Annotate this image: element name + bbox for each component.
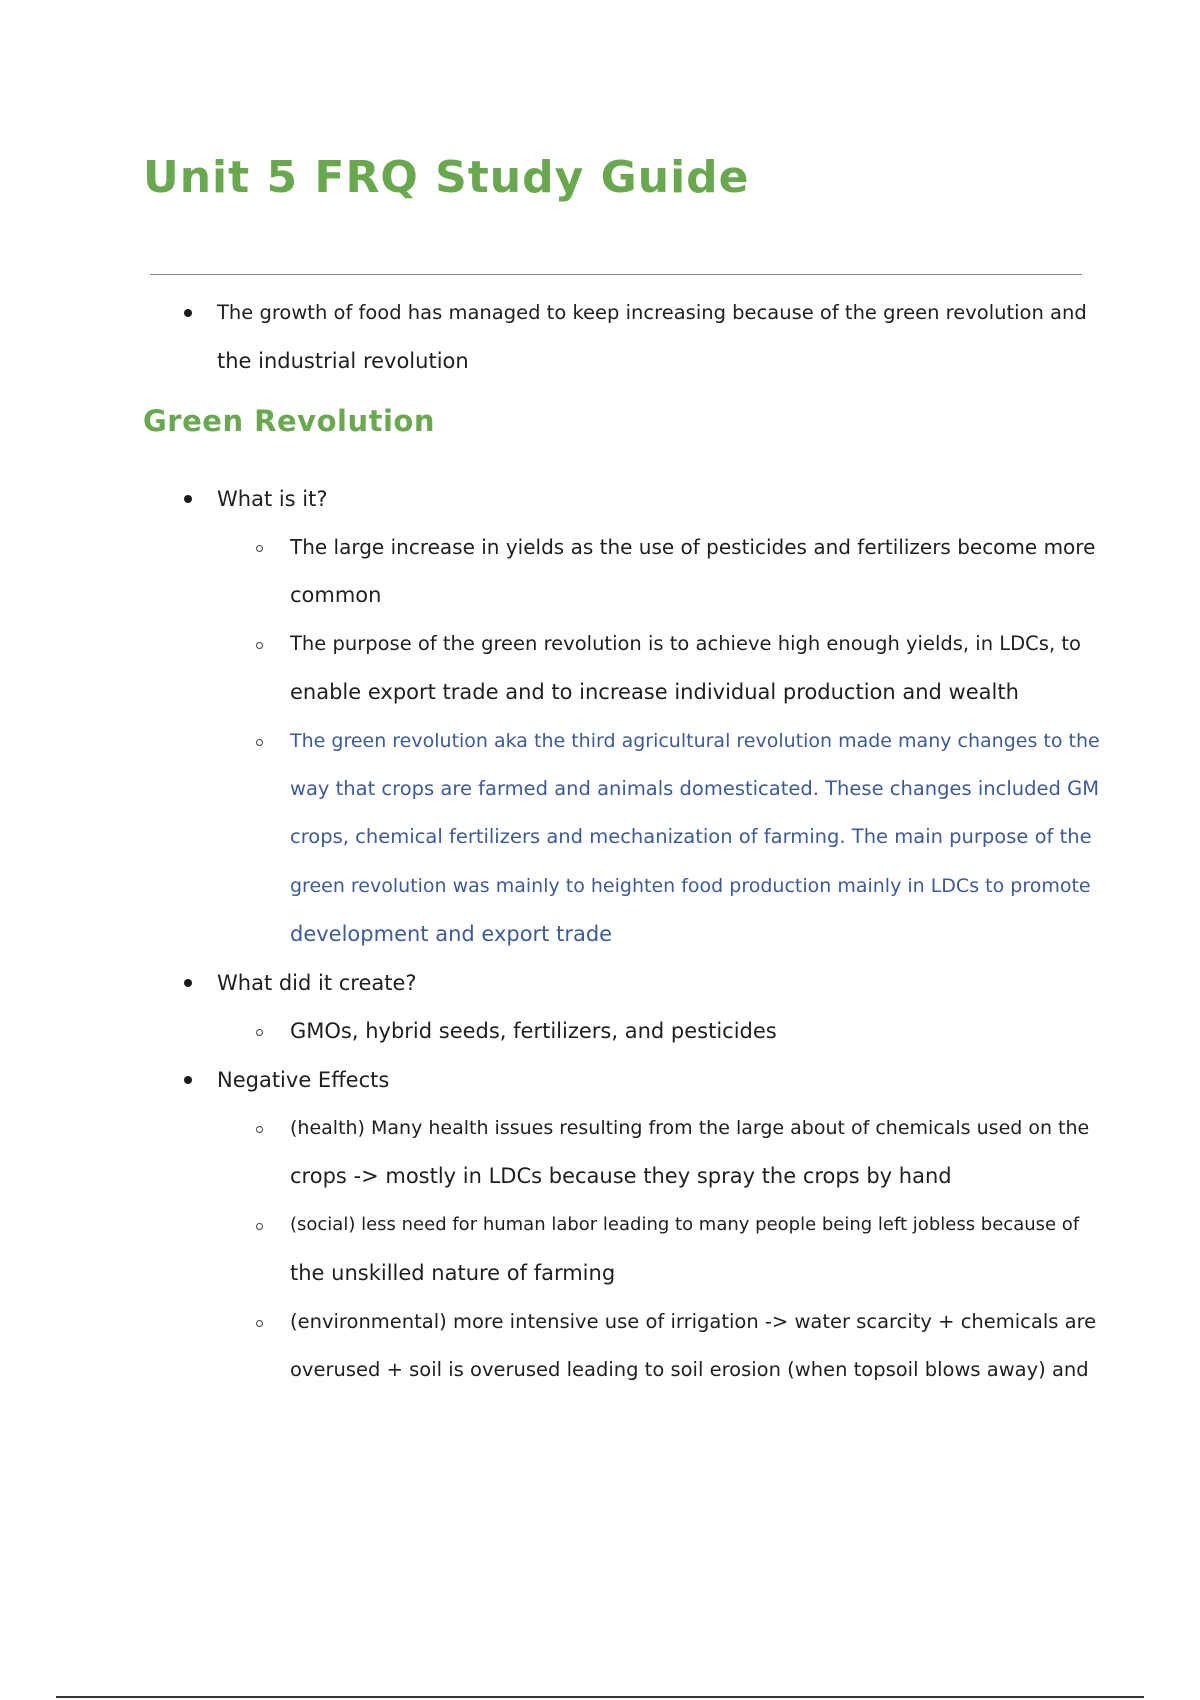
- sub-bullet-icon: [256, 642, 263, 649]
- bullet-icon: [184, 979, 192, 987]
- intro-line-1: The growth of food has managed to keep increasing because of the green revolution and: [217, 301, 1087, 324]
- sub-bullet-icon: [256, 1126, 263, 1133]
- sub-bullet-icon: [256, 739, 263, 746]
- negative-effects-item1-line1: (health) Many health issues resulting from the large about of chemicals used on the: [290, 1117, 1090, 1139]
- negative-effects-item2-line2: the unskilled nature of farming: [290, 1261, 616, 1285]
- sub-bullet-icon: [256, 545, 263, 552]
- section-heading: Green Revolution: [143, 404, 435, 438]
- what-did-it-create-item1: GMOs, hybrid seeds, fertilizers, and pesticides: [290, 1019, 777, 1043]
- what-is-it-item1-line1: The large increase in yields as the use of pesticides and fertilizers become more: [290, 535, 1096, 559]
- sub-bullet-icon: [256, 1320, 263, 1327]
- what-is-it-item2-line1: The purpose of the green revolution is to achieve high enough yields, in LDCs, to: [290, 632, 1081, 655]
- negative-effects-item2-line1: (social) less need for human labor leading to many people being left jobless because of: [290, 1214, 1080, 1235]
- negative-effects-label: Negative Effects: [217, 1068, 390, 1092]
- what-is-it-item2-line2: enable export trade and to increase individual production and wealth: [290, 680, 1019, 704]
- sub-bullet-icon: [256, 1029, 263, 1036]
- negative-effects-item3-line1: (environmental) more intensive use of irrigation -> water scarcity + chemicals are: [290, 1310, 1097, 1333]
- what-is-it-item3-line5: development and export trade: [290, 922, 613, 946]
- what-is-it-item1-line2: common: [290, 583, 382, 607]
- what-is-it-item3-line4: green revolution was mainly to heighten food production mainly in LDCs to promote: [290, 875, 1091, 897]
- title-divider: [150, 274, 1082, 275]
- what-is-it-item3-line3: crops, chemical fertilizers and mechanization of farming. The main purpose of the: [290, 825, 1092, 848]
- what-is-it-item3-line1: The green revolution aka the third agricultural revolution made many changes to the: [290, 730, 1100, 752]
- what-did-it-create-label: What did it create?: [217, 971, 417, 995]
- sub-bullet-icon: [256, 1223, 263, 1230]
- bullet-icon: [184, 1076, 192, 1084]
- bullet-icon: [184, 495, 192, 503]
- intro-line-2: the industrial revolution: [217, 349, 469, 373]
- page-bottom-border: [56, 1696, 1144, 1698]
- page-title: Unit 5 FRQ Study Guide: [143, 152, 750, 203]
- what-is-it-item3-line2: way that crops are farmed and animals domesticated. These changes included GM: [290, 777, 1100, 800]
- negative-effects-item1-line2: crops -> mostly in LDCs because they spray the crops by hand: [290, 1164, 952, 1188]
- negative-effects-item3-line2: overused + soil is overused leading to soil erosion (when topsoil blows away) and: [290, 1358, 1089, 1381]
- what-is-it-label: What is it?: [217, 487, 328, 511]
- bullet-icon: [184, 309, 192, 317]
